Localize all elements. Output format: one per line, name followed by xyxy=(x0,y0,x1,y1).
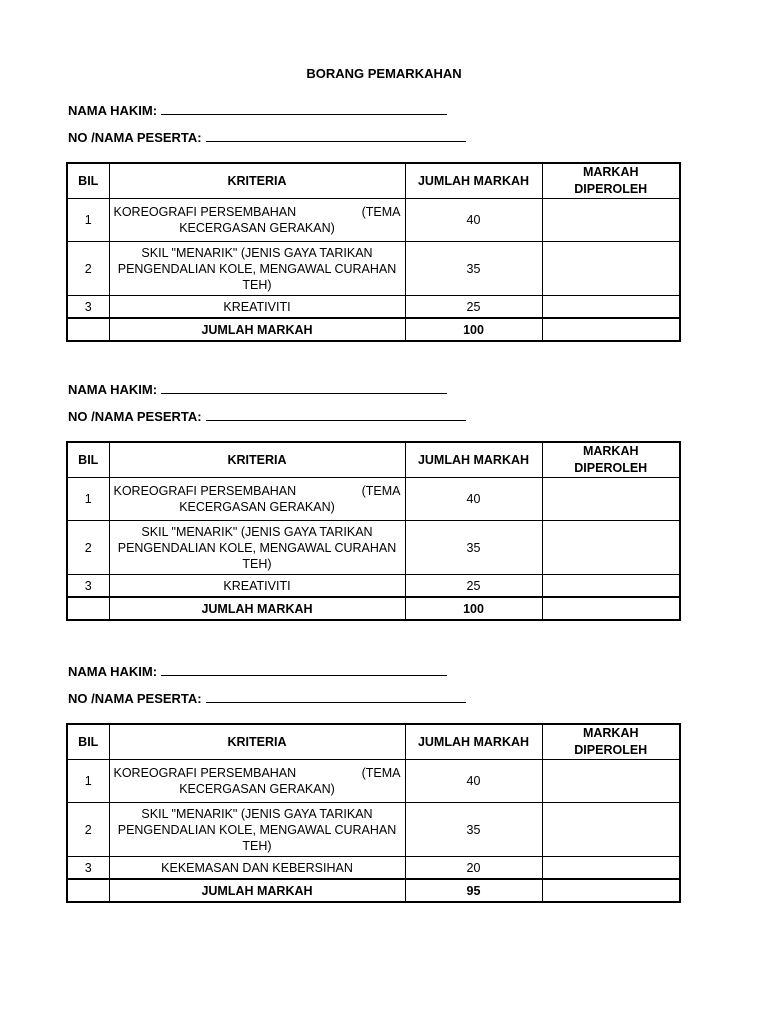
judge-name-label: NAMA HAKIM: xyxy=(68,664,158,679)
header-markah-diperoleh: MARKAH DIPEROLEH xyxy=(542,442,680,478)
table-header-row xyxy=(67,163,680,199)
header-jumlah-markah: JUMLAH MARKAH xyxy=(405,163,542,199)
score-table xyxy=(66,723,681,903)
kriteria-text-c: KECERGASAN GERAKAN) xyxy=(179,221,335,235)
diperoleh-cell[interactable] xyxy=(542,199,680,242)
header-jumlah-markah: JUMLAH MARKAH xyxy=(405,724,542,760)
participant-field[interactable] xyxy=(68,128,466,145)
participant-field[interactable] xyxy=(68,407,466,424)
participant-line[interactable] xyxy=(206,689,466,703)
header-jumlah-markah: JUMLAH MARKAH xyxy=(405,442,542,478)
participant-line[interactable] xyxy=(206,407,466,421)
total-bil-cell xyxy=(67,318,109,341)
participant-label: NO /NAMA PESERTA: xyxy=(68,130,202,145)
table-row xyxy=(67,199,680,242)
bil-cell: 2 xyxy=(67,521,109,575)
score-table xyxy=(66,162,681,342)
markah-cell: 25 xyxy=(405,575,542,598)
table-header-row xyxy=(67,442,680,478)
score-table xyxy=(66,441,681,621)
page-title: BORANG PEMARKAHAN xyxy=(306,66,462,81)
table-row xyxy=(67,857,680,880)
total-diperoleh-cell[interactable] xyxy=(542,318,680,341)
markah-cell: 20 xyxy=(405,857,542,880)
header-bil: BIL xyxy=(67,442,109,478)
total-row xyxy=(67,318,680,341)
kriteria-text-c: KECERGASAN GERAKAN) xyxy=(179,500,335,514)
diperoleh-cell[interactable] xyxy=(542,242,680,296)
kriteria-cell xyxy=(109,478,405,521)
table-row xyxy=(67,296,680,319)
total-label: JUMLAH MARKAH xyxy=(109,318,405,341)
kriteria-cell: KREATIVITI xyxy=(109,575,405,598)
diperoleh-cell[interactable] xyxy=(542,803,680,857)
total-label: JUMLAH MARKAH xyxy=(109,879,405,902)
judge-name-label: NAMA HAKIM: xyxy=(68,103,158,118)
bil-cell: 2 xyxy=(67,242,109,296)
kriteria-cell: SKIL "MENARIK" (JENIS GAYA TARIKAN PENGENDALIAN KOLE, MENGAWAL CURAHAN TEH) xyxy=(109,803,405,857)
judge-name-line[interactable] xyxy=(161,380,447,394)
diperoleh-cell[interactable] xyxy=(542,857,680,880)
diperoleh-cell[interactable] xyxy=(542,575,680,598)
bil-cell: 3 xyxy=(67,575,109,598)
bil-cell: 3 xyxy=(67,296,109,319)
kriteria-text-b: (TEMA xyxy=(361,766,401,780)
markah-cell: 35 xyxy=(405,521,542,575)
total-diperoleh-cell[interactable] xyxy=(542,597,680,620)
diperoleh-cell[interactable] xyxy=(542,521,680,575)
bil-cell: 1 xyxy=(67,478,109,521)
table-row xyxy=(67,478,680,521)
total-bil-cell xyxy=(67,597,109,620)
table-row xyxy=(67,242,680,296)
kriteria-cell xyxy=(109,199,405,242)
table-row xyxy=(67,521,680,575)
diperoleh-cell[interactable] xyxy=(542,296,680,319)
judge-name-field[interactable] xyxy=(68,380,447,397)
kriteria-text-b: (TEMA xyxy=(361,205,401,219)
kriteria-text-b: (TEMA xyxy=(361,484,401,498)
judge-name-field[interactable] xyxy=(68,101,447,118)
total-row xyxy=(67,597,680,620)
judge-name-label: NAMA HAKIM: xyxy=(68,382,158,397)
judge-name-line[interactable] xyxy=(161,662,447,676)
table-row xyxy=(67,760,680,803)
kriteria-cell: SKIL "MENARIK" (JENIS GAYA TARIKAN PENGENDALIAN KOLE, MENGAWAL CURAHAN TEH) xyxy=(109,521,405,575)
total-value: 100 xyxy=(405,597,542,620)
participant-label: NO /NAMA PESERTA: xyxy=(68,691,202,706)
total-label: JUMLAH MARKAH xyxy=(109,597,405,620)
participant-line[interactable] xyxy=(206,128,466,142)
diperoleh-cell[interactable] xyxy=(542,760,680,803)
kriteria-text-a: KOREOGRAFI PERSEMBAHAN xyxy=(113,484,297,498)
kriteria-cell xyxy=(109,760,405,803)
header-markah-diperoleh: MARKAH DIPEROLEH xyxy=(542,163,680,199)
markah-cell: 35 xyxy=(405,242,542,296)
kriteria-text-c: KECERGASAN GERAKAN) xyxy=(179,782,335,796)
bil-cell: 1 xyxy=(67,760,109,803)
judge-name-line[interactable] xyxy=(161,101,447,115)
table-header-row xyxy=(67,724,680,760)
table-row xyxy=(67,575,680,598)
bil-cell: 1 xyxy=(67,199,109,242)
header-bil: BIL xyxy=(67,163,109,199)
markah-cell: 40 xyxy=(405,760,542,803)
kriteria-text-a: KOREOGRAFI PERSEMBAHAN xyxy=(113,205,297,219)
markah-cell: 40 xyxy=(405,478,542,521)
participant-label: NO /NAMA PESERTA: xyxy=(68,409,202,424)
total-row xyxy=(67,879,680,902)
kriteria-cell: SKIL "MENARIK" (JENIS GAYA TARIKAN PENGENDALIAN KOLE, MENGAWAL CURAHAN TEH) xyxy=(109,242,405,296)
kriteria-text-a: KOREOGRAFI PERSEMBAHAN xyxy=(113,766,297,780)
judge-name-field[interactable] xyxy=(68,662,447,679)
header-bil: BIL xyxy=(67,724,109,760)
diperoleh-cell[interactable] xyxy=(542,478,680,521)
total-value: 100 xyxy=(405,318,542,341)
header-kriteria: KRITERIA xyxy=(109,163,405,199)
header-kriteria: KRITERIA xyxy=(109,724,405,760)
total-value: 95 xyxy=(405,879,542,902)
bil-cell: 2 xyxy=(67,803,109,857)
kriteria-cell: KEKEMASAN DAN KEBERSIHAN xyxy=(109,857,405,880)
markah-cell: 40 xyxy=(405,199,542,242)
participant-field[interactable] xyxy=(68,689,466,706)
table-row xyxy=(67,803,680,857)
header-markah-diperoleh: MARKAH DIPEROLEH xyxy=(542,724,680,760)
bil-cell: 3 xyxy=(67,857,109,880)
markah-cell: 35 xyxy=(405,803,542,857)
total-bil-cell xyxy=(67,879,109,902)
total-diperoleh-cell[interactable] xyxy=(542,879,680,902)
header-kriteria: KRITERIA xyxy=(109,442,405,478)
markah-cell: 25 xyxy=(405,296,542,319)
kriteria-cell: KREATIVITI xyxy=(109,296,405,319)
